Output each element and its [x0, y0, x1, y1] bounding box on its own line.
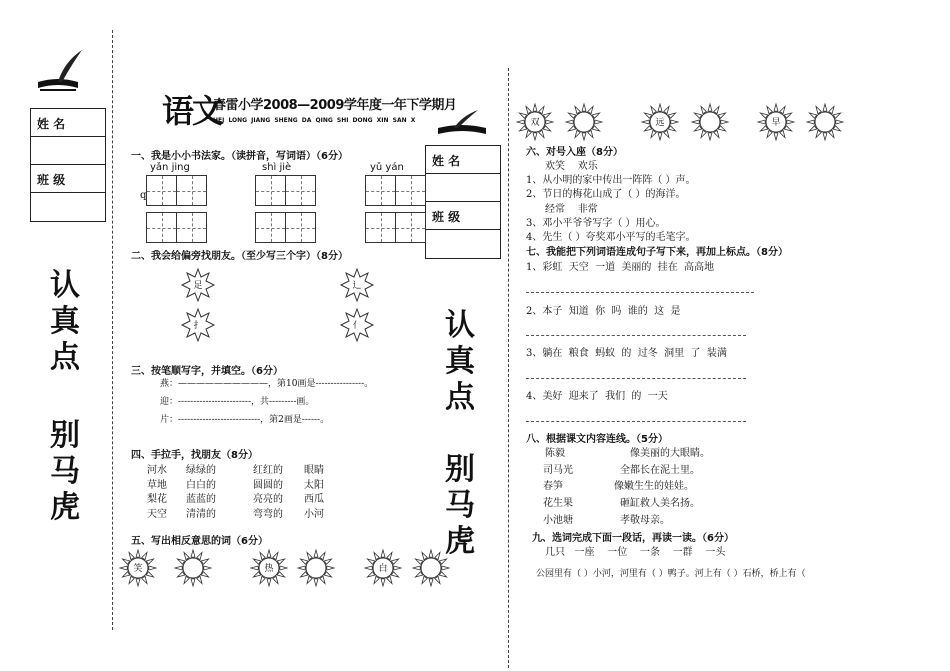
fill-passage: 公园里有（ ）小河，河里有（ ）鸭子。河上有（ ）石桥，桥上有（ [536, 569, 806, 579]
section-8-title: 八、根据课文内容连线。（5分） [526, 434, 668, 445]
match-cell: 绿绿的 [186, 465, 216, 476]
quill-book-icon [32, 44, 84, 96]
match-cell: 小河 [304, 509, 324, 520]
radical-star-3: 扌 [181, 308, 215, 342]
stroke-line-1: 燕：——————————，第10画是----------------。 [160, 379, 374, 389]
question-6-1: 1、从小明的家中传出一阵阵（ ）声。 [526, 175, 696, 186]
school-exam-title: 春雷小学2008—2009学年度一年下学期月 [213, 98, 457, 113]
subject-title: 语文 [162, 92, 223, 130]
connect-left: 陈毅 [545, 448, 565, 459]
section-7-title: 七、我能把下列词语连成句子写下来，再加上标点。（8分） [526, 247, 788, 258]
quill-book-icon-center [434, 108, 490, 138]
stroke-line-2: 迎：------------------------，共---------画。 [160, 397, 315, 407]
answer-line-4[interactable] [526, 421, 746, 422]
section-5-title: 五、写出相反意思的词（6分） [131, 536, 268, 547]
connect-left: 司马光 [543, 465, 573, 476]
radical-star-1: 足 [181, 268, 215, 302]
sun-word-box: 白 [364, 549, 402, 587]
writing-grid-1a[interactable] [146, 175, 207, 206]
match-cell: 梨花 [147, 494, 167, 505]
sun-word-box[interactable] [174, 549, 212, 587]
connect-left: 春笋 [543, 481, 563, 492]
motto-left-bottom: 别 马 虎 [50, 418, 80, 525]
match-cell: 弯弯的 [253, 509, 283, 520]
section-4-title: 四、手拉手，找朋友（8分） [131, 450, 258, 461]
section-6-title: 六、对号入座（8分） [526, 147, 623, 158]
match-cell: 眼睛 [304, 465, 324, 476]
stray-mark: q [140, 190, 147, 201]
connect-right: 像美丽的大眼睛。 [630, 448, 710, 459]
section-2-title: 二、我会给偏旁找朋友。（至少写三个字）（8分） [131, 251, 348, 262]
sun-word-box: 早 [757, 103, 795, 141]
name-field[interactable] [31, 137, 105, 165]
sentence-item-1: 1、彩虹 天空 一道 美丽的 挂在 高高地 [526, 262, 715, 273]
sun-word-box[interactable] [806, 103, 844, 141]
radical-star-2: 辶 [340, 268, 374, 302]
motto-center-top: 认 真 点 [445, 308, 475, 415]
sun-word-box: 笑 [119, 549, 157, 587]
connect-left: 小池塘 [543, 515, 573, 526]
fold-line-right [508, 68, 509, 668]
section-1-title: 一、我是小小书法家。（读拼音，写词语）（6分） [131, 151, 348, 162]
stroke-line-3: 片：---------------------------，第2画是------。 [160, 415, 330, 425]
sentence-item-4: 4、美好 迎来了 我们 的 一天 [526, 391, 668, 402]
school-pinyin-line: HEI LONG JIANG SHENG DA QING SHI DONG XIN SAN X [213, 117, 416, 124]
question-6-2: 2、节日的梅花山成了（ ）的海洋。 [526, 189, 686, 200]
class-label: 班 级 [432, 210, 461, 224]
name-field[interactable] [426, 174, 500, 202]
sun-word-box[interactable] [565, 103, 603, 141]
class-label: 班 级 [37, 173, 66, 187]
fold-line-left [112, 30, 113, 630]
motto-center-bottom: 别 马 虎 [445, 452, 475, 559]
motto-left-top: 认 真 点 [50, 268, 80, 375]
match-cell: 天空 [147, 509, 167, 520]
match-cell: 圆圆的 [253, 480, 283, 491]
sun-word-box: 双 [516, 103, 554, 141]
word-pair-1: 欢笑 欢乐 [545, 161, 598, 172]
sun-word-box[interactable] [297, 549, 335, 587]
connect-left: 花生果 [543, 498, 573, 509]
match-cell: 西瓜 [304, 494, 324, 505]
match-cell: 清清的 [186, 509, 216, 520]
sentence-item-2: 2、本子 知道 你 吗 谁的 这 是 [526, 306, 681, 317]
name-label: 姓 名 [37, 117, 66, 131]
student-info-box-left [30, 108, 106, 222]
match-cell: 草地 [147, 480, 167, 491]
match-cell: 太阳 [304, 480, 324, 491]
writing-grid-2b[interactable] [255, 212, 316, 243]
connect-right: 全都长在泥土里。 [620, 465, 700, 476]
connect-right: 砸缸救人美名扬。 [620, 498, 700, 509]
match-cell: 蓝蓝的 [186, 494, 216, 505]
radical-star-4: 亻 [340, 308, 374, 342]
pinyin-1: yǎn jing [150, 162, 190, 173]
sun-word-box[interactable] [691, 103, 729, 141]
section-9-title: 九、选词完成下面一段话，再读一读。（6分） [532, 533, 734, 544]
match-cell: 亮亮的 [253, 494, 283, 505]
writing-grid-2a[interactable] [255, 175, 316, 206]
answer-line-2[interactable] [526, 335, 746, 336]
pinyin-2: shì jiè [262, 162, 292, 173]
section-3-title: 三、按笔顺写字，并填空。（6分） [131, 366, 283, 377]
word-pair-2: 经常 非常 [545, 204, 598, 215]
writing-grid-3a[interactable] [365, 175, 426, 206]
match-cell: 红红的 [253, 465, 283, 476]
answer-line-3[interactable] [526, 378, 746, 379]
pinyin-3: yǔ yán [370, 162, 404, 173]
answer-line-1[interactable] [526, 292, 754, 293]
question-6-4: 4、先生（ ）夸奖邓小平写的毛笔字。 [526, 232, 696, 243]
sentence-item-3: 3、躺在 粮食 蚂蚁 的 过冬 洞里 了 装满 [526, 348, 727, 359]
writing-grid-3b[interactable] [365, 212, 426, 243]
question-6-3: 3、邓小平爷爷写字（ ）用心。 [526, 218, 666, 229]
student-info-box-center [425, 145, 501, 259]
class-field[interactable] [31, 193, 105, 220]
sun-word-box: 热 [250, 549, 288, 587]
connect-right: 像嫩生生的娃娃。 [614, 481, 694, 492]
name-label: 姓 名 [432, 154, 461, 168]
class-field[interactable] [426, 230, 500, 257]
word-choices: 几只 一座 一位 一条 一群 一头 [545, 547, 726, 558]
match-cell: 河水 [147, 465, 167, 476]
sun-word-box: 远 [641, 103, 679, 141]
match-cell: 白白的 [186, 480, 216, 491]
writing-grid-1b[interactable] [146, 212, 207, 243]
sun-word-box[interactable] [412, 549, 450, 587]
connect-right: 孝敬母亲。 [620, 515, 670, 526]
